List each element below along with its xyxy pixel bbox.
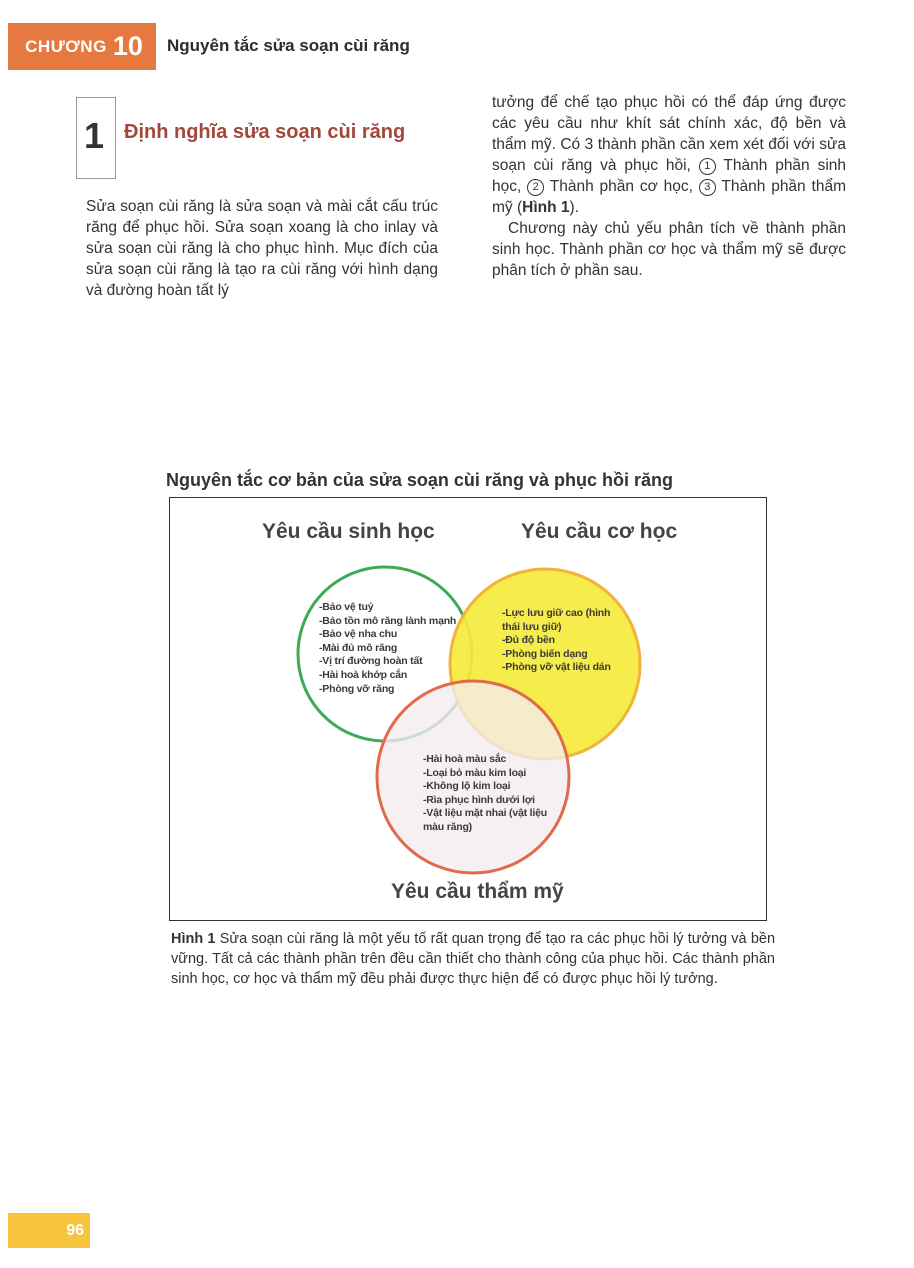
list-item: -Mài đủ mô răng (319, 641, 398, 654)
list-item: -Loại bỏ màu kim loại (423, 766, 527, 779)
list-item: -Không lộ kim loại (423, 780, 511, 793)
list-item: -Đủ độ bền (502, 634, 555, 647)
text-run: Thành phần cơ học, (549, 178, 693, 195)
page-number: 96 (8, 1213, 90, 1248)
chapter-word: CHƯƠNG (25, 36, 107, 56)
list-item: -Bảo vệ tuỷ (319, 601, 374, 613)
section-number: 1 (84, 115, 105, 156)
figure-caption (171, 929, 775, 989)
mechanical-requirements-label: Yêu cầu cơ học (521, 520, 678, 543)
list-item: -Phòng biến dạng (502, 647, 588, 660)
text-run: tưởng để chế tạo phục hồi có thể đáp ứng được các yêu cầu như khít sát chính xác, độ bền và thẩm mỹ. Có 3 thành phần cần xem xét đối với sửa soạn cùi răng và phục hồi, (492, 94, 846, 174)
chapter-number: 10 (112, 31, 143, 61)
list-item: -Hài hoà màu sắc (423, 753, 507, 765)
caption-label: Hình 1 (171, 931, 216, 947)
aesthetic-requirements-list (423, 753, 548, 835)
list-item: -Rìa phục hình dưới lợi (423, 793, 535, 806)
list-item: -Vị trí đường hoàn tất (319, 655, 423, 668)
text-run: Thành phần thẩm mỹ ( (492, 178, 846, 216)
text-run: Thành phần sinh học, (492, 157, 846, 195)
biological-requirements-label: Yêu cầu sinh học (262, 520, 435, 543)
circled-number-1: 1 (699, 158, 716, 175)
chapter-title: Nguyên tắc sửa soạn cùi răng (167, 36, 410, 55)
figure-reference: Hình 1 (522, 199, 570, 216)
text-run: ). (569, 199, 579, 216)
circled-number-2: 2 (527, 179, 544, 196)
biological-requirements-list (319, 601, 479, 696)
body-right-paragraph-2: Chương này chủ yếu phân tích về thành phần sinh học. Thành phần cơ học và thẩm mỹ sẽ được phân tích ở phần sau. (492, 220, 846, 279)
mechanical-requirements-list (502, 607, 622, 675)
list-item: -Vật liệu mặt nhai (vật liệu màu răng) (423, 807, 547, 833)
list-item: -Bảo vệ nha chu (319, 628, 398, 641)
circled-number-3: 3 (699, 179, 716, 196)
list-item: -Phòng vỡ vật liệu dán (502, 661, 611, 674)
list-item: -Lực lưu giữ cao (hình thái lưu giữ) (502, 607, 611, 633)
caption-text: Sửa soạn cùi răng là một yếu tố rất quan trọng để tạo ra các phục hồi lý tưởng và bền vững. Tất cả các thành phần trên đều cần thiết cho thành công của phục hồi. Các thành phần sinh học, cơ học và thẩm mỹ đều phải được thực hiện để có được phục hồi lý tưởng. (171, 931, 776, 987)
list-item: -Hài hoà khớp cắn (319, 668, 408, 681)
section-title: Định nghĩa sửa soạn cùi răng (124, 121, 406, 143)
list-item: -Bảo tồn mô răng lành mạnh (319, 614, 457, 627)
figure-title: Nguyên tắc cơ bản của sửa soạn cùi răng và phục hồi răng (166, 470, 673, 490)
body-left-paragraph: Sửa soạn cùi răng là sửa soạn và mài cắt cấu trúc răng để phục hồi. Sửa soạn xoang là cho inlay và sửa soạn cùi răng là cho phục hình. Mục đích của sửa soạn cùi răng là tạo ra cùi răng với hình dạng và đường hoàn tất lý (86, 198, 438, 299)
list-item: -Phòng vỡ răng (319, 682, 395, 695)
aesthetic-requirements-label: Yêu cầu thẩm mỹ (391, 880, 564, 903)
